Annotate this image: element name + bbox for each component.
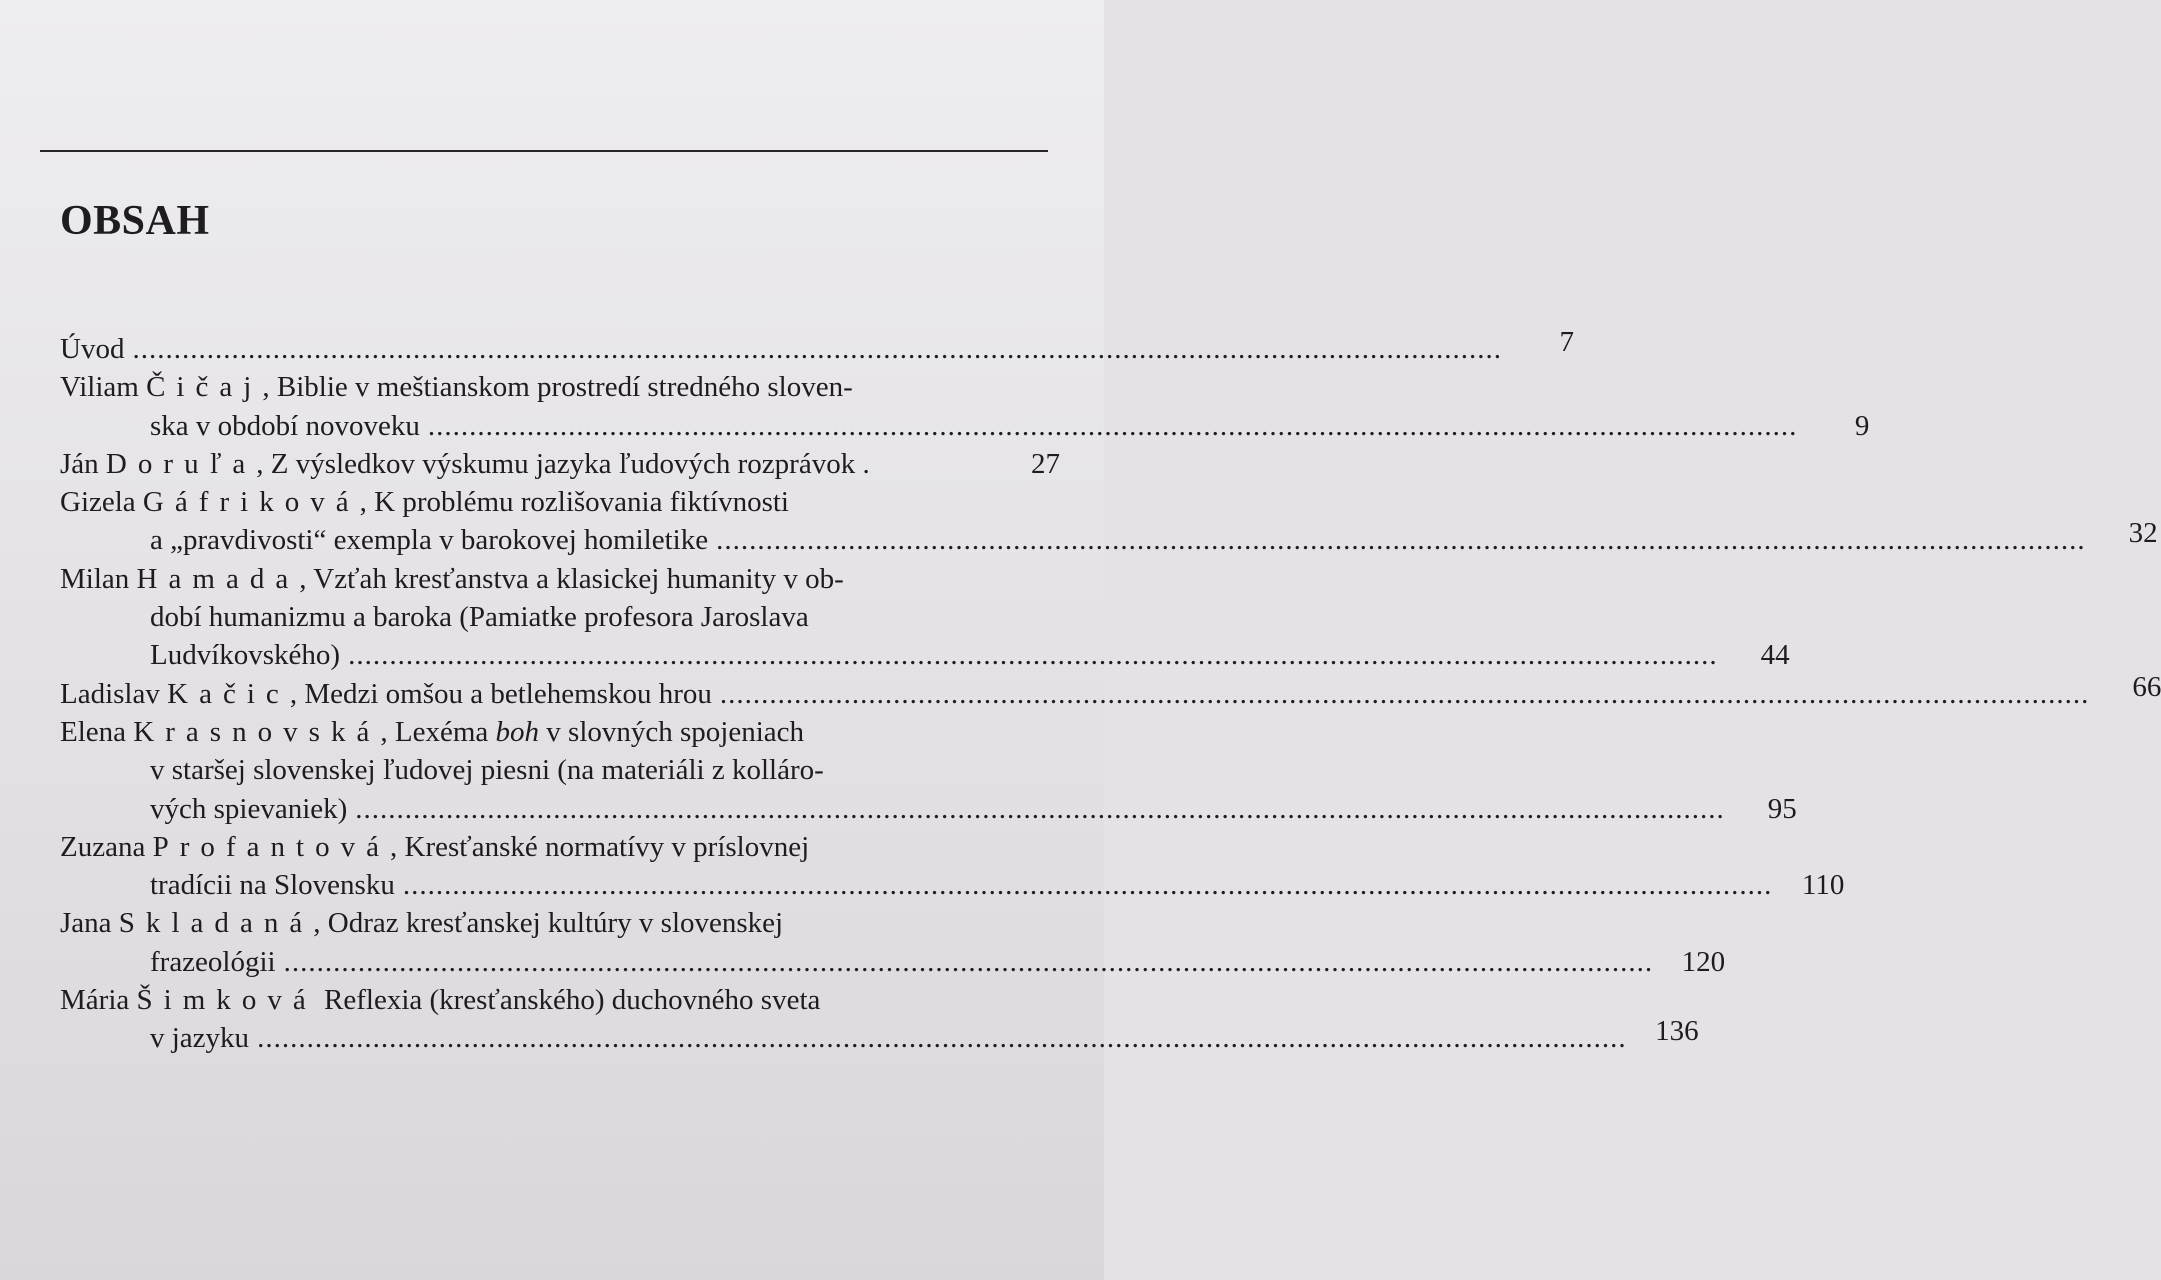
toc-line [60, 670, 2161, 713]
toc-line [60, 981, 1060, 1019]
dot-leader [720, 675, 2090, 713]
toc-line [60, 598, 1060, 636]
author-surname: Doruľa [105, 447, 257, 480]
toc-line [60, 1015, 1699, 1057]
page-number: 110 [1801, 869, 1845, 902]
entry-title: , Medzi omšou a betlehemskou hrou [289, 677, 712, 710]
toc-line [60, 517, 2158, 559]
page-number: 32 [2128, 517, 2158, 550]
page-number: 136 [1655, 1015, 1699, 1048]
page-number: 120 [1681, 945, 1726, 978]
author-first-name: Jana [60, 907, 112, 940]
author-first-name: Mária [60, 984, 130, 1017]
author-first-name: Zuzana [60, 830, 146, 863]
toc-entry-skladana [60, 904, 1726, 981]
dot-leader [257, 1019, 1627, 1057]
toc-line [60, 326, 1574, 368]
entry-title: , Odraz kresťanskej kultúry v slovenskej [313, 907, 784, 940]
toc-line [60, 828, 1060, 866]
entry-title-continued: Ludvíkovského) [150, 639, 341, 672]
author-surname: Čičaj [146, 371, 263, 404]
toc-entry-profantova [60, 828, 1845, 905]
page-number: 95 [1767, 792, 1797, 825]
entry-title: , Z výsledkov výskumu jazyka ľudových rozprávok . [256, 447, 870, 480]
page-number: 27 [1031, 447, 1060, 480]
author-first-name: Elena [60, 715, 127, 748]
author-first-name: Milan [60, 562, 130, 595]
toc-entry-hamada [60, 560, 1790, 675]
author-first-name: Ladislav [60, 677, 160, 710]
toc-entry-uvod [60, 326, 1574, 368]
toc-entry-simkova [60, 981, 1699, 1058]
dot-leader [403, 866, 1773, 904]
entry-title: , Lexéma [380, 715, 496, 748]
entry-title-continued: frazeológii [150, 945, 276, 978]
author-surname: Skladaná [118, 907, 314, 940]
contents-heading: OBSAH [60, 198, 210, 244]
toc-line [60, 904, 1060, 942]
toc-line [60, 866, 1845, 904]
entry-title-continued: ska v období novoveku [150, 409, 420, 442]
entry-title: , Biblie v meštianskom prostredí stredného sloven- [262, 371, 853, 404]
entry-title-continued: tradícii na Slovensku [150, 869, 395, 902]
author-surname: Gáfriková [142, 486, 360, 519]
entry-title: Úvod [60, 333, 125, 365]
toc-entry-kacic [60, 670, 2161, 713]
dot-leader [428, 407, 1798, 445]
entry-title: v slovných spojeniach [539, 715, 805, 748]
toc-line [60, 445, 1060, 483]
author-first-name: Gizela [60, 486, 136, 519]
entry-title: Reflexia (kresťanského) duchovného sveta [316, 984, 821, 1017]
entry-title-continued: dobí humanizmu a baroka (Pamiatke profesora Jaroslava [150, 601, 809, 634]
toc-entry-dorula [60, 445, 1060, 483]
dot-leader [132, 330, 1502, 368]
toc-line [60, 943, 1726, 981]
entry-title: , K problému rozlišovania fiktívnosti [359, 486, 789, 519]
toc-line [60, 560, 1060, 598]
toc-line [60, 636, 1790, 674]
page-number: 44 [1760, 639, 1790, 672]
toc-line [60, 368, 1060, 406]
page-number: 66 [2132, 670, 2161, 703]
emphasized-word: boh [495, 715, 540, 748]
dot-leader [716, 521, 2086, 559]
entry-title: , Vzťah kresťanstva a klasickej humanity v ob- [299, 562, 844, 595]
toc-line [60, 407, 1870, 445]
entry-title-continued: a „pravdivosti“ exempla v barokovej homiletike [150, 524, 709, 557]
entry-title-continued: v staršej slovenskej ľudovej piesni (na materiáli z kolláro- [150, 754, 824, 787]
entry-title: , Kresťanské normatívy v príslovnej [390, 830, 810, 863]
author-surname: Profantová [152, 830, 391, 863]
author-first-name: Ján [60, 447, 99, 480]
toc-line [60, 483, 976, 521]
entry-title-continued: vých spievaniek) [150, 792, 348, 825]
page-number: 9 [1854, 409, 1870, 442]
author-surname: Šimková [136, 984, 317, 1017]
page-number: 7 [1559, 326, 1574, 358]
dot-leader [348, 636, 1718, 674]
author-surname: Kačic [167, 677, 290, 710]
dot-leader [355, 790, 1725, 828]
toc-line [60, 713, 1060, 751]
toc-entry-gafrikova [60, 483, 2158, 560]
toc-line [60, 751, 1060, 789]
author-surname: Hamada [136, 562, 300, 595]
toc-line [60, 790, 1797, 828]
entry-title-continued: v jazyku [150, 1022, 250, 1055]
author-first-name: Viliam [60, 371, 139, 404]
toc-entry-cicaj [60, 368, 1870, 445]
dot-leader [284, 943, 1654, 981]
toc-entry-krasnovska [60, 713, 1797, 828]
author-surname: Krasnovská [133, 715, 381, 748]
table-of-contents [60, 326, 2161, 1058]
header-rule [40, 150, 1048, 152]
